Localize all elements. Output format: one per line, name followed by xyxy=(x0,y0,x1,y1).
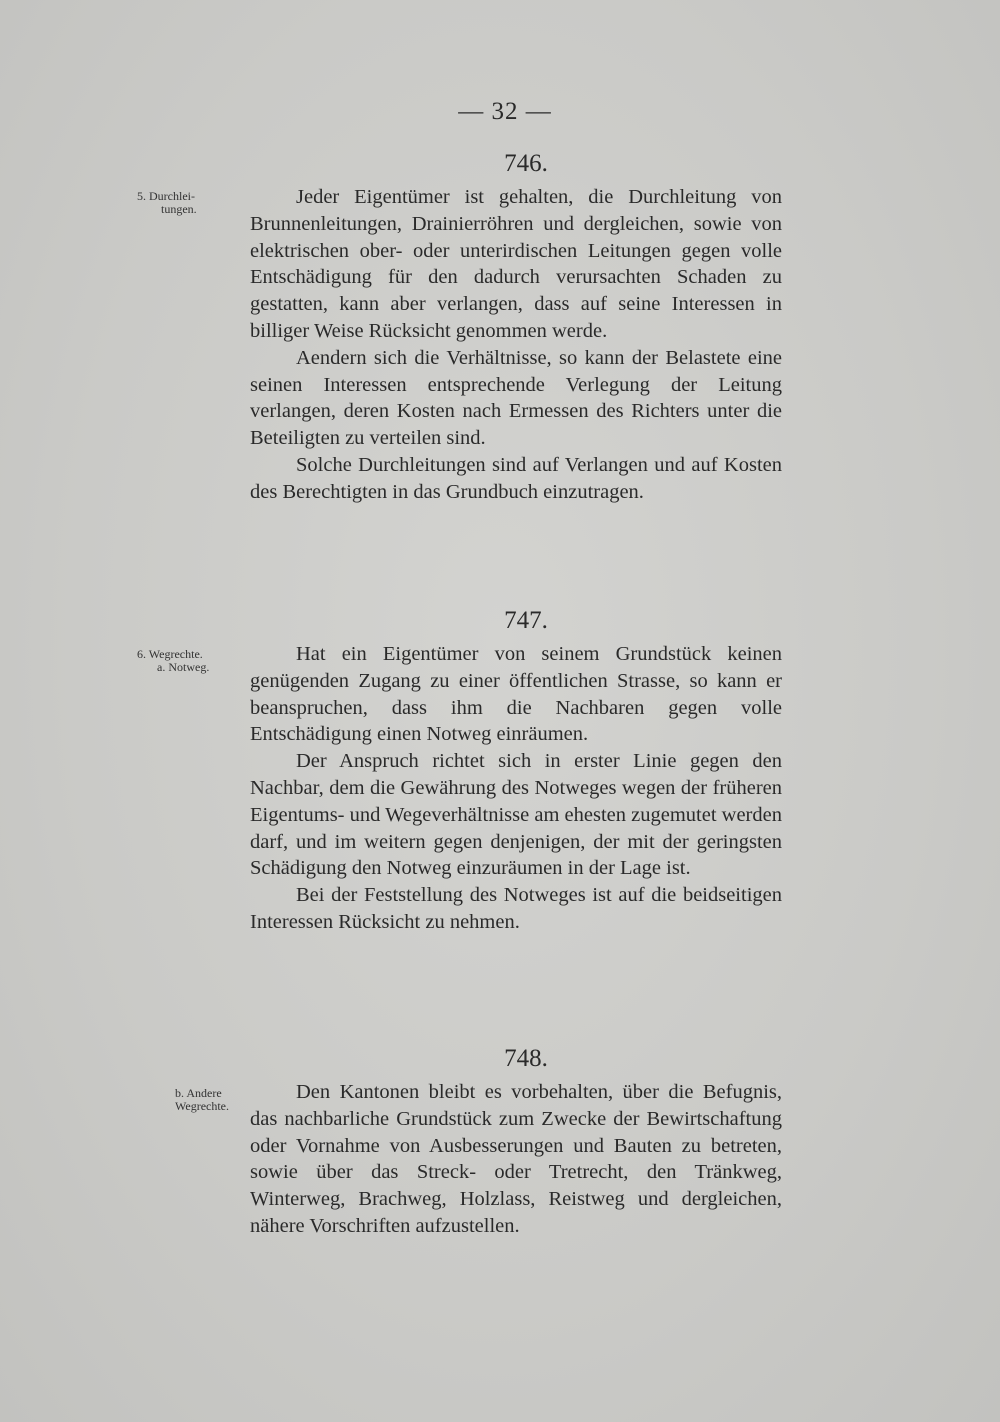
margin-note-line: tungen. xyxy=(161,202,197,216)
article-number: 746. xyxy=(504,150,548,177)
page-number: — 32 — xyxy=(458,98,552,125)
article-number: 748. xyxy=(504,1045,548,1072)
article-746 xyxy=(250,150,782,506)
margin-note-line: 6. Wegrechte. xyxy=(137,647,203,661)
article-number: 747. xyxy=(504,607,548,634)
margin-note-line: a. Notweg. xyxy=(157,660,210,674)
paragraph: Bei der Feststellung des Notweges ist auf die beidseitigen Interessen Rücksicht zu nehmen. xyxy=(250,884,782,933)
paragraph: Hat ein Eigentümer von seinem Grundstück keinen genügenden Zugang zu einer öffentlichen Strasse, so kann er beanspruchen, dass ihm die Nachbaren gegen volle Entschädigung einen Notweg einräumen. xyxy=(250,643,782,746)
margin-note-line: Wegrechte. xyxy=(175,1099,229,1113)
paragraph: Aendern sich die Verhältnisse, so kann der Belastete eine seinen Interessen entsprechende Verlegung der Leitung verlangen, deren Kosten nach Ermessen des Richters unter die Beteiligten zu verteilen sind. xyxy=(250,346,782,450)
paragraph: Solche Durchleitungen sind auf Verlangen und auf Kosten des Berechtigten in das Grundbuch einzutragen. xyxy=(250,453,782,503)
margin-note-748 xyxy=(157,1087,229,1113)
article-747 xyxy=(250,607,782,936)
margin-note-746 xyxy=(137,190,197,216)
paragraph: Den Kantonen bleibt es vorbehalten, über die Befugnis, das nachbarliche Grundstück zum Zwecke der Bewirtschaftung oder Vornahme von Ausbesserungen und Bauten zu betreten, sowie über das Streck- oder Tretrecht, den Tränkweg, Winterweg, Brachweg, Holzlass, Reistweg und dergleichen, nähere Vorschriften aufzustellen. xyxy=(250,1081,782,1237)
margin-note-line: 5. Durchlei- xyxy=(137,189,195,203)
paragraph: Der Anspruch richtet sich in erster Linie gegen den Nachbar, dem die Gewährung des Notweges wegen der früheren Eigentums- und Wegeverhältnisse am ehesten zugemutet werden darf, und im weitern gegen denjenigen, der mit der geringsten Schädigung den Notweg einzuräumen in der Lage ist. xyxy=(250,750,782,880)
margin-note-line: b. Andere xyxy=(175,1086,222,1100)
paragraph: Jeder Eigentümer ist gehalten, die Durchleitung von Brunnenleitungen, Drainierröhren und dergleichen, sowie von elektrischen ober- oder unterirdischen Leitungen gegen volle Entschädigung für den dadurch verursachten Schaden zu gestatten, kann aber verlangen, dass auf seine Interessen in billiger Weise Rücksicht genommen werde. xyxy=(250,186,782,342)
article-748 xyxy=(250,1045,782,1240)
margin-note-747 xyxy=(137,648,209,674)
